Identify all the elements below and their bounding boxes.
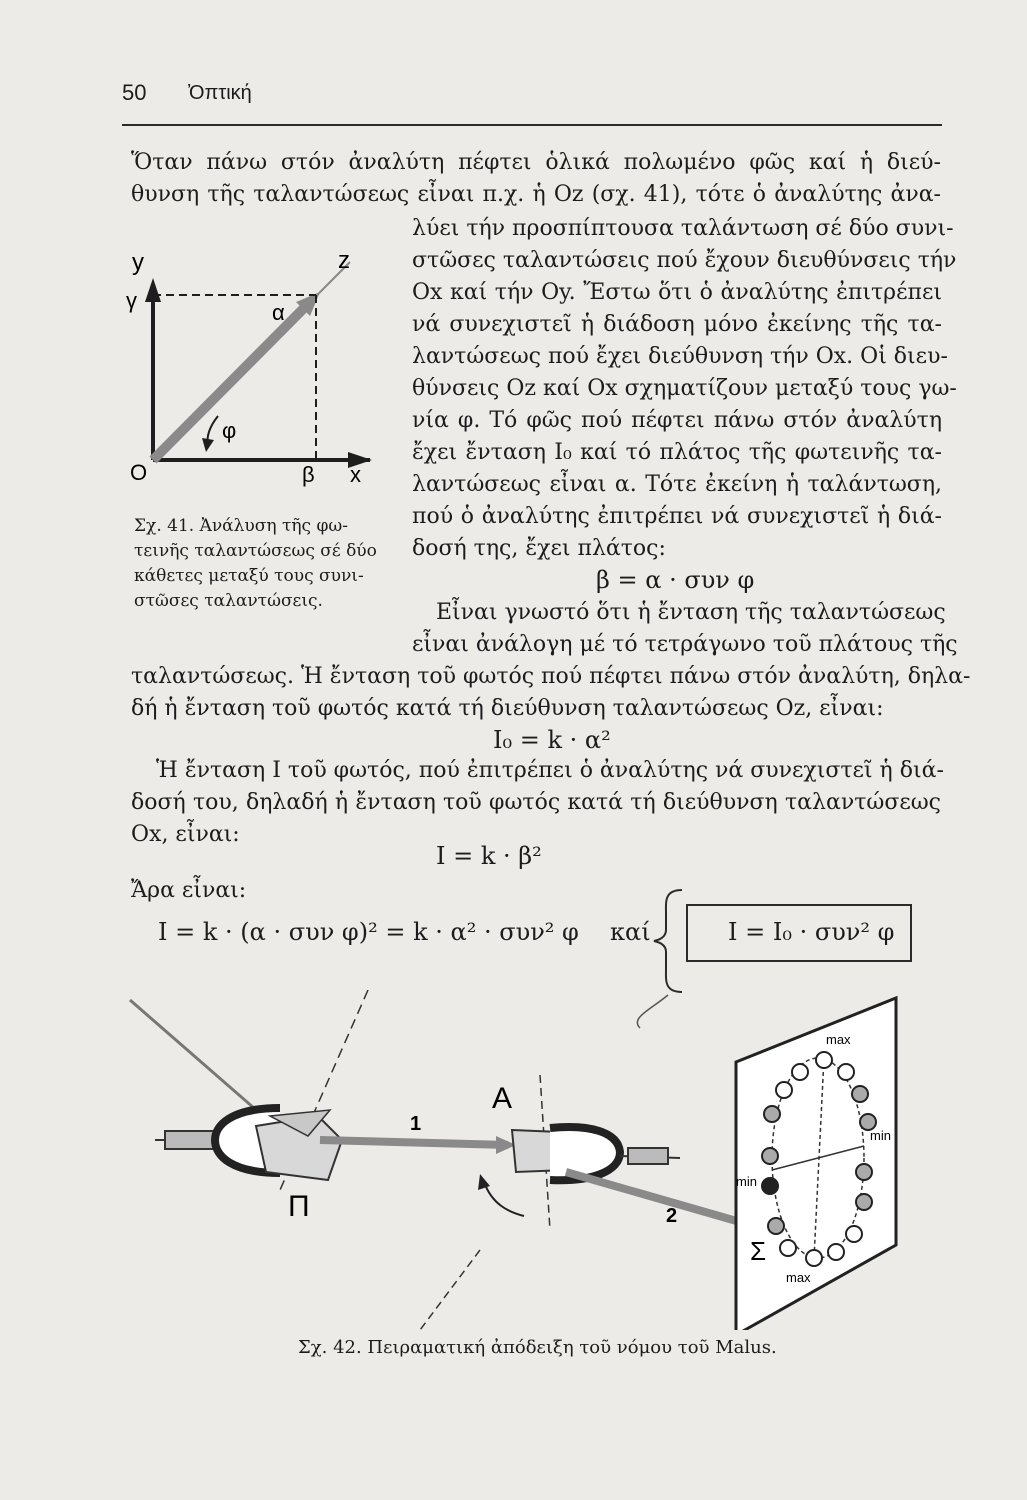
label-max-top: max [826, 1032, 851, 1047]
label-A: A [492, 1082, 513, 1115]
label-x: x [350, 462, 361, 487]
label-min-left: min [736, 1174, 757, 1189]
paragraph-line: θύνσεις Oz καί Ox σχηματίζουν μεταξύ τους γω- [412, 376, 957, 401]
figure-41-caption: κάθετες μεταξύ τους συνι- [134, 566, 364, 586]
label-phi: φ [222, 418, 237, 443]
equation-i0: I₀ = k · α² [493, 726, 611, 754]
paragraph-line: λύει τήν προσπίπτουσα ταλάντωση σέ δύο συνι- [412, 216, 954, 241]
paragraph-line: λαντώσεως εἶναι α. Τότε ἐκείνη ἡ ταλάντωση, [412, 472, 942, 497]
figure-41-caption: Σχ. 41. Ἀνάλυση τῆς φω- [134, 516, 348, 536]
polarizer-P [155, 1108, 342, 1180]
equation-i: I = k · β² [436, 842, 542, 870]
header-rule [122, 124, 942, 126]
label-max-bottom: max [786, 1270, 811, 1285]
paragraph-line: Ἡ ἔνταση I τοῦ φωτός, πού ἐπιτρέπει ὁ ἀναλύτης νά συνεχιστεῖ ἡ διά- [156, 758, 944, 783]
figure-42-diagram [120, 990, 920, 1330]
paragraph-line: δοσή της, ἔχει πλάτος: [412, 536, 666, 561]
paragraph-line: λαντώσεως πού ἔχει διεύθυνση τήν Ox. Οἱ διευ- [412, 344, 948, 369]
equation-beta: β = α · συν φ [596, 566, 755, 594]
paragraph-line: πού ὁ ἀναλύτης ἐπιτρέπει νά συνεχιστεῖ ἡ διά- [412, 504, 942, 529]
paragraph-line: θυνση τῆς ταλαντώσεως εἶναι π.χ. ἡ Oz (σχ. 41), τότε ὁ ἀναλύτης ἀνα- [131, 182, 941, 207]
paragraph-line: δή ἡ ἔνταση τοῦ φωτός κατά τή διεύθυνση ταλαντώσεως Oz, εἶναι: [131, 696, 884, 721]
analyzer-A [512, 1127, 680, 1180]
conjunction-kai: καί [610, 918, 651, 946]
paragraph-line: ἔχει ἔνταση I₀ καί τό πλάτος τῆς φωτεινῆς τα- [412, 440, 942, 465]
figure-42-caption: Σχ. 42. Πειραματική ἀπόδειξη τοῦ νόμου τοῦ Malus. [298, 1337, 777, 1358]
paragraph-line: Ox, εἶναι: [131, 822, 240, 847]
paragraph-line: Ὅταν πάνω στόν ἀναλύτη πέφτει ὁλικά πολωμένο φῶς καί ἡ διεύ- [131, 150, 941, 175]
label-Pi: Π [288, 1190, 310, 1223]
paragraph-line: νία φ. Τό φῶς πού πέφτει πάνω στόν ἀναλύτη [412, 408, 942, 433]
ray-2 [566, 1172, 740, 1222]
label-alpha: α [272, 300, 285, 325]
paragraph-line: Εἶναι γνωστό ὅτι ἡ ἔνταση τῆς ταλαντώσεως [436, 600, 946, 625]
paragraph-line: Ox καί τήν Oy. Ἔστω ὅτι ὁ ἀναλύτης ἐπιτρέπει [412, 280, 942, 305]
running-header: Ὀπτική [188, 82, 252, 104]
paragraph-line: νά συνεχιστεῖ ἡ διάδοση μόνο ἐκείνης τῆς τα- [412, 312, 942, 337]
label-Sigma: Σ [750, 1236, 767, 1266]
label-y-axis: y [132, 249, 144, 276]
equation-malus-law: I = I₀ · συν² φ [728, 918, 895, 946]
incident-ray [130, 1000, 270, 1122]
paragraph-line: Ἄρα εἶναι: [131, 878, 247, 903]
label-beta: β [302, 462, 315, 487]
paragraph-line: εἶναι ἀνάλογη μέ τό τετράγωνο τοῦ πλάτους τῆς [412, 632, 958, 657]
equation-final: I = k · (α · συν φ)² = k · α² · συν² φ [158, 918, 579, 946]
paragraph-line: ταλαντώσεως. Ἡ ἔνταση τοῦ φωτός πού πέφτει πάνω στόν ἀναλύτη, δηλα- [131, 664, 971, 689]
label-O: O [130, 460, 148, 485]
label-ray-1: 1 [410, 1113, 422, 1135]
screen-sigma [736, 998, 896, 1330]
page-number: 50 [122, 80, 147, 105]
label-z: z [338, 247, 350, 274]
y-axis-arrow [145, 278, 161, 302]
figure-41-diagram [110, 240, 390, 490]
paragraph-line: δοσή του, δηλαδή ἡ ἔνταση τοῦ φωτός κατά τή διεύθυνση ταλαντώσεως [131, 790, 941, 815]
label-gamma: γ [126, 288, 137, 313]
ray-1 [320, 1140, 508, 1145]
label-min-right: min [870, 1128, 891, 1143]
label-ray-2: 2 [666, 1205, 678, 1227]
paragraph-line: στῶσες ταλαντώσεις πού ἔχουν διευθύνσεις τήν [412, 248, 957, 273]
figure-41-caption: στῶσες ταλαντώσεις. [134, 591, 323, 611]
figure-41-caption: τεινῆς ταλαντώσεως σέ δύο [134, 541, 377, 561]
